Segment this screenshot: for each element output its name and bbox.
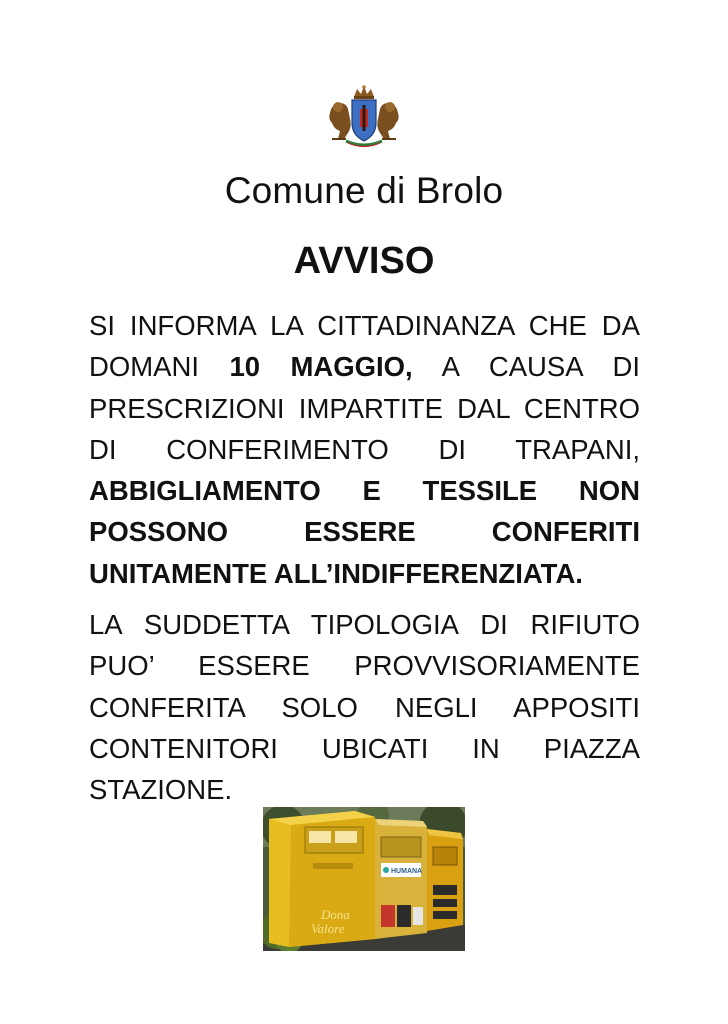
notice-paragraph-2: LA SUDDETTA TIPOLOGIA DI RIFIUTO PUO’ ESSERE PROVVISORIAMENTE CONFERITA SOLO NEGLI APPOSITI CONTENITORI UBICATI IN PIAZZA STAZIONE.: [89, 609, 640, 806]
notice-paragraph-1: [89, 305, 640, 594]
notice-date: 10 MAGGIO,: [229, 351, 413, 383]
notice-heading: AVVISO: [293, 240, 435, 282]
clothing-bins-photo: [263, 807, 465, 951]
bin-slogan-line2: Valore: [311, 921, 345, 936]
paragraph-1-reason: A CAUSA DI PRESCRIZIONI IMPARTITE DAL CENTRO DI CONFERIMENTO DI TRAPANI,: [89, 351, 641, 465]
restriction-statement: ABBIGLIAMENTO E TESSILE NON POSSONO ESSERE CONFERITI UNITAMENTE ALL’INDIFFERENZIATA.: [89, 475, 640, 589]
municipal-crest-icon: [324, 83, 404, 149]
bin-brand-label: HUMANA: [391, 868, 423, 875]
municipality-name: Comune di Brolo: [224, 170, 504, 211]
bin-slogan-line1: Dona: [321, 907, 350, 922]
paragraph-1-intro: SI INFORMA LA CITTADINANZA CHE DA DOMANI: [89, 310, 640, 383]
